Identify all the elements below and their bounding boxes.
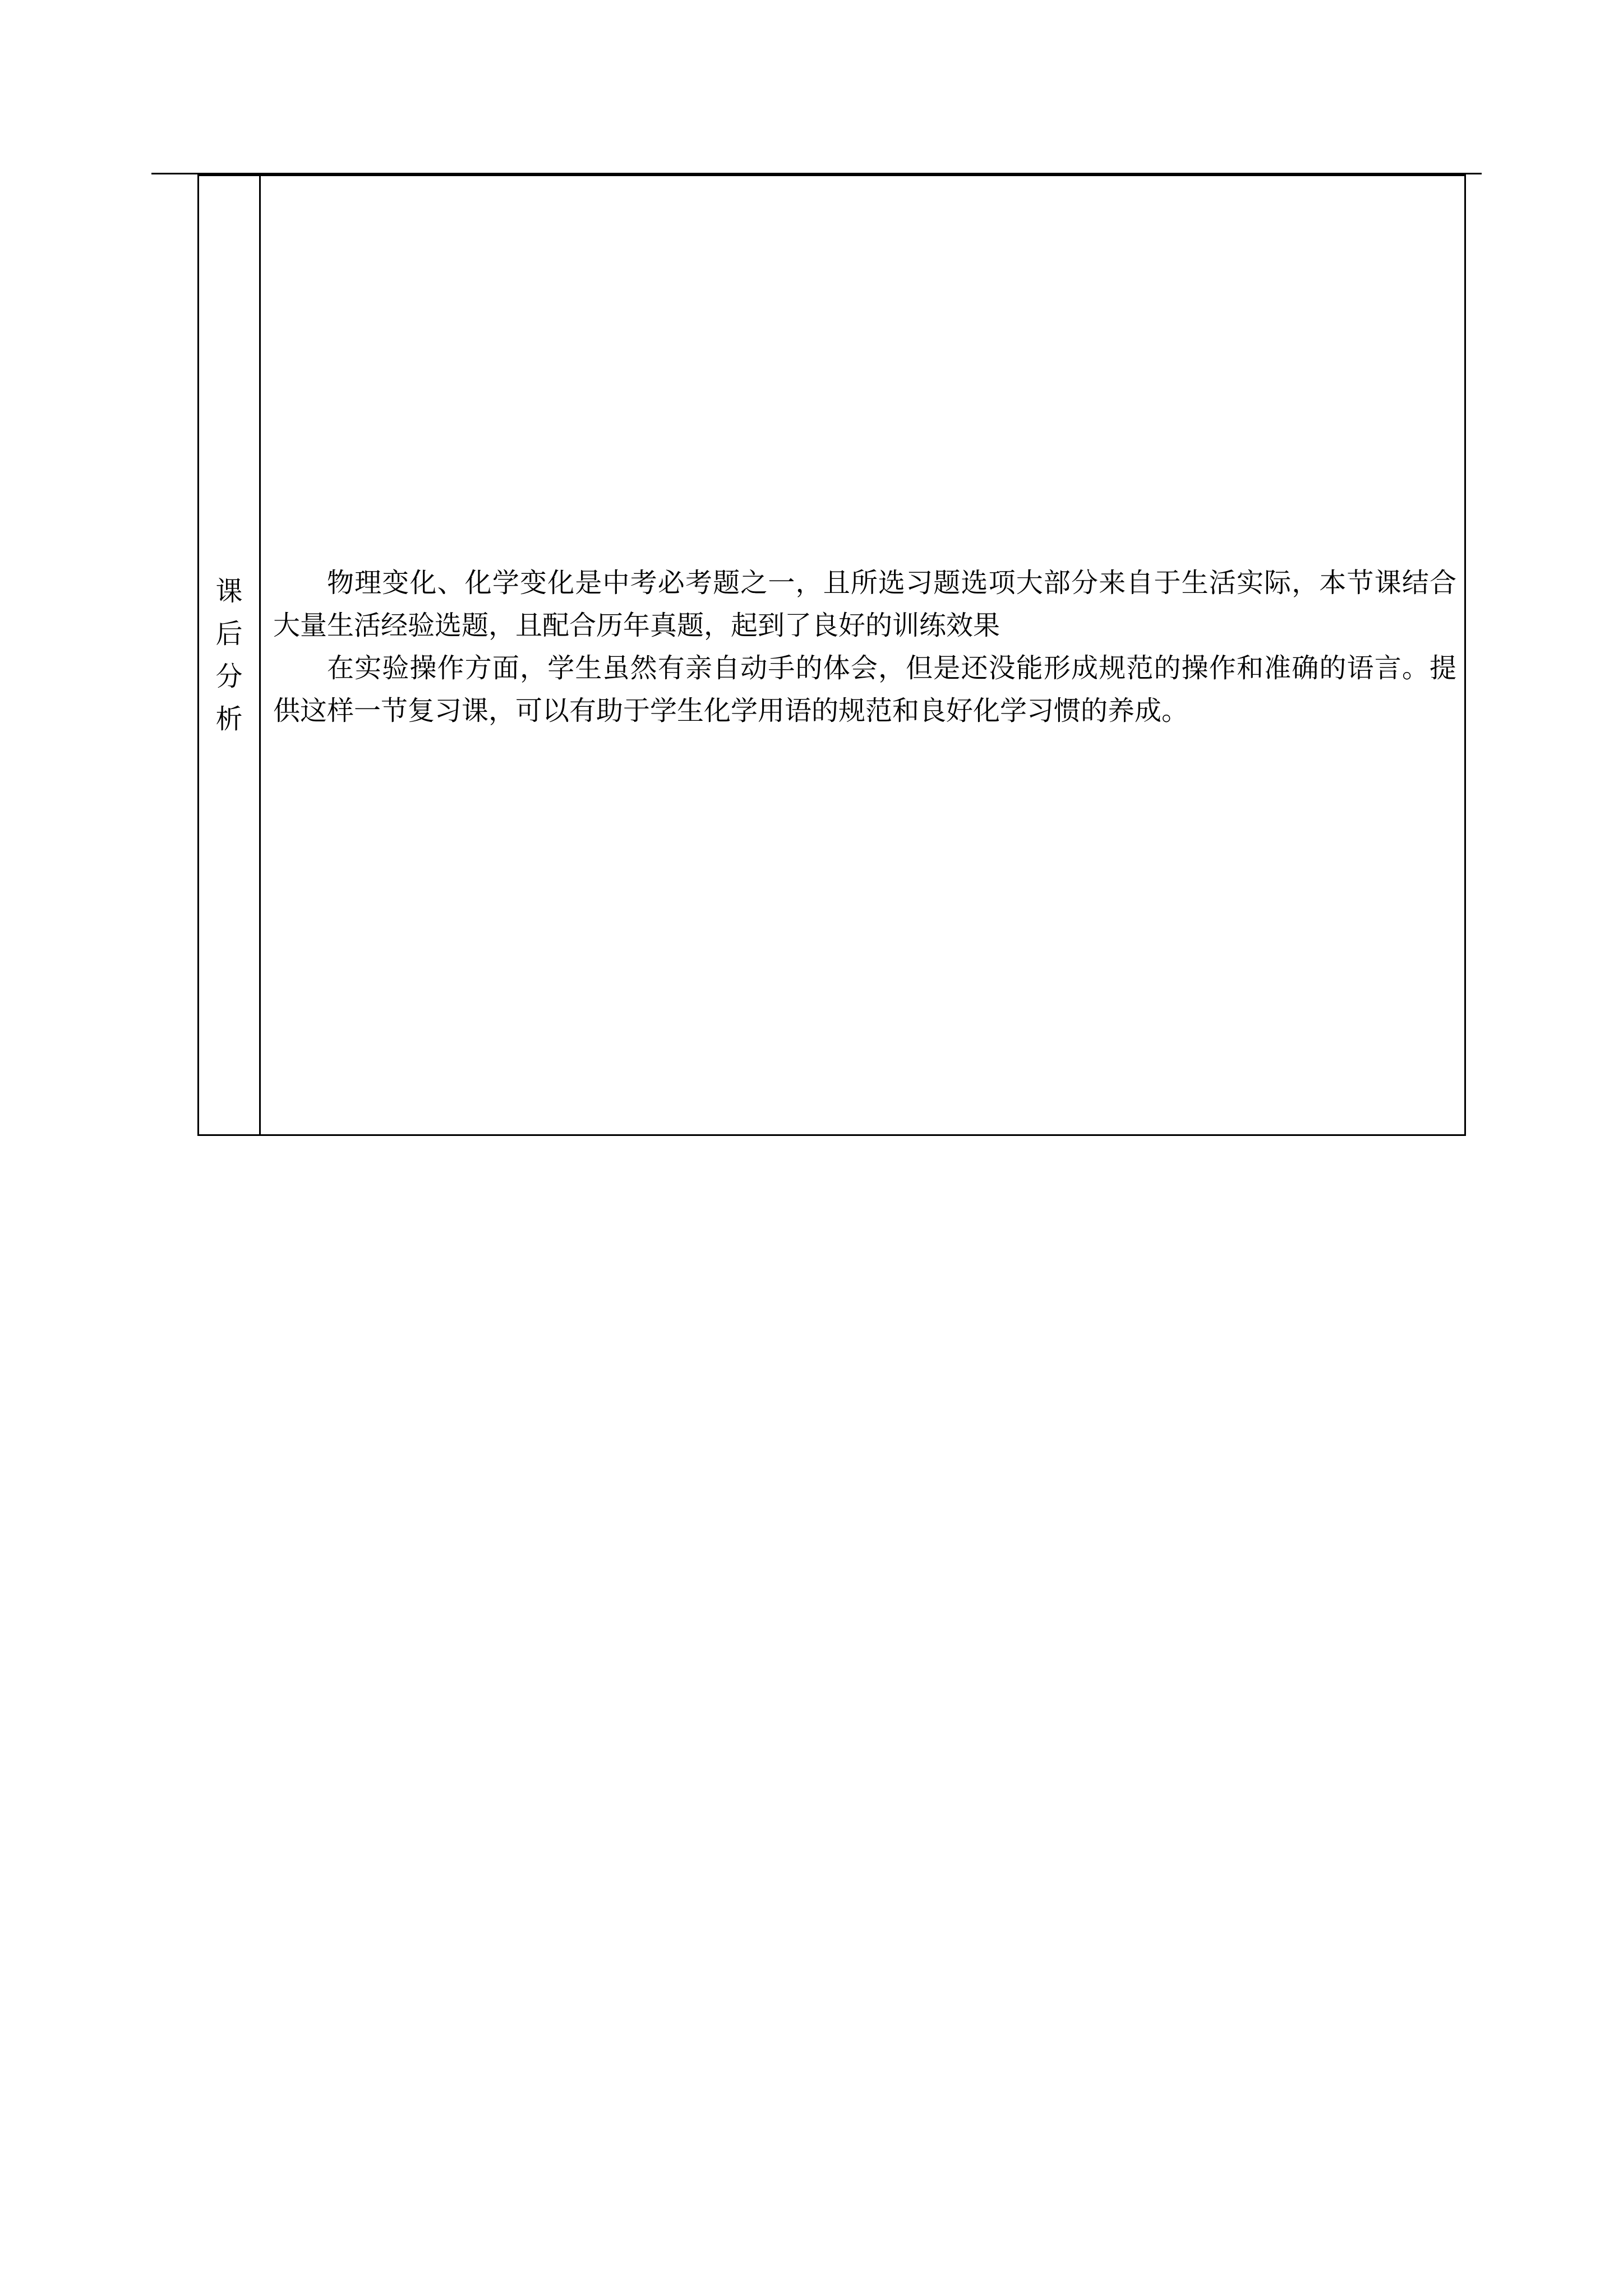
label-text bbox=[215, 570, 242, 740]
analysis-text bbox=[273, 562, 1456, 732]
label-char: 分 bbox=[215, 661, 243, 692]
label-char: 析 bbox=[215, 703, 243, 735]
label-char: 后 bbox=[215, 618, 243, 650]
label-char: 课 bbox=[215, 576, 243, 607]
content-cell bbox=[261, 176, 1464, 1134]
label-cell bbox=[199, 176, 261, 1134]
analysis-paragraph: 物理变化、化学变化是中考必考题之一，且所选习题选项大部分来自于生活实际，本节课结合大量生活经验选题，且配合历年真题，起到了良好的训练效果 bbox=[273, 567, 1456, 641]
post-lesson-analysis-table bbox=[197, 174, 1466, 1136]
analysis-paragraph: 在实验操作方面，学生虽然有亲自动手的体会，但是还没能形成规范的操作和准确的语言。提供这样一节复习课，可以有助于学生化学用语的规范和良好化学习惯的养成。 bbox=[273, 652, 1456, 726]
